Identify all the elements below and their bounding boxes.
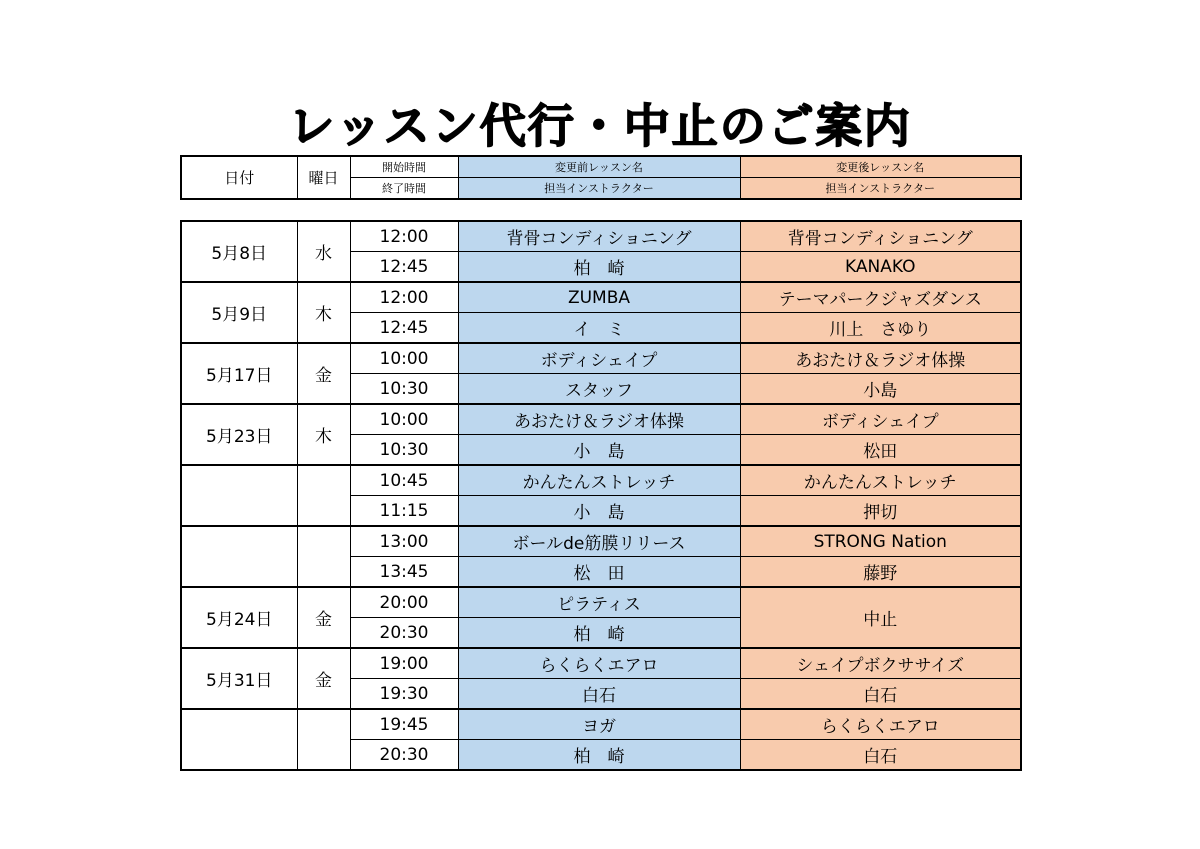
- weekday-cell: [297, 465, 350, 526]
- start-time-cell: 10:00: [350, 343, 458, 374]
- after-lesson-cell: 背骨コンディショニング: [740, 221, 1021, 252]
- date-cell: 5月8日: [181, 221, 297, 282]
- weekday-cell: 木: [297, 404, 350, 465]
- header-date: 日付: [181, 156, 297, 199]
- after-instructor-cell: KANAKO: [740, 252, 1021, 283]
- weekday-cell: 金: [297, 343, 350, 404]
- after-lesson-cell: 中止: [740, 587, 1021, 648]
- after-lesson-cell: あおたけ＆ラジオ体操: [740, 343, 1021, 374]
- start-time-cell: 20:00: [350, 587, 458, 618]
- start-time-cell: 10:00: [350, 404, 458, 435]
- weekday-cell: 金: [297, 648, 350, 709]
- date-cell: 5月23日: [181, 404, 297, 465]
- end-time-cell: 20:30: [350, 618, 458, 649]
- header-after-instructor: 担当インストラクター: [740, 178, 1021, 200]
- schedule-table: [180, 220, 1022, 771]
- before-instructor-cell: 小 島: [458, 496, 740, 527]
- before-instructor-cell: 小 島: [458, 435, 740, 466]
- after-instructor-cell: 白石: [740, 740, 1021, 771]
- date-cell: [181, 465, 297, 526]
- end-time-cell: 13:45: [350, 557, 458, 588]
- start-time-cell: 12:00: [350, 221, 458, 252]
- after-instructor-cell: 白石: [740, 679, 1021, 710]
- before-instructor-cell: 柏 崎: [458, 618, 740, 649]
- header-table: [180, 155, 1022, 200]
- table-row: [181, 221, 1021, 252]
- start-time-cell: 19:45: [350, 709, 458, 740]
- before-instructor-cell: スタッフ: [458, 374, 740, 405]
- before-lesson-cell: ボールde筋膜リリース: [458, 526, 740, 557]
- table-row: [181, 648, 1021, 679]
- start-time-cell: 12:00: [350, 282, 458, 313]
- table-row: [181, 404, 1021, 435]
- header-weekday: 曜日: [297, 156, 350, 199]
- date-cell: 5月17日: [181, 343, 297, 404]
- before-instructor-cell: 柏 崎: [458, 252, 740, 283]
- before-lesson-cell: 背骨コンディショニング: [458, 221, 740, 252]
- before-instructor-cell: 柏 崎: [458, 740, 740, 771]
- date-cell: [181, 709, 297, 770]
- before-instructor-cell: イ ミ: [458, 313, 740, 344]
- table-row: [181, 343, 1021, 374]
- weekday-cell: 木: [297, 282, 350, 343]
- table-row: [181, 282, 1021, 313]
- after-instructor-cell: 押切: [740, 496, 1021, 527]
- end-time-cell: 20:30: [350, 740, 458, 771]
- before-lesson-cell: らくらくエアロ: [458, 648, 740, 679]
- weekday-cell: 水: [297, 221, 350, 282]
- table-row: [181, 526, 1021, 557]
- after-instructor-cell: 松田: [740, 435, 1021, 466]
- after-lesson-cell: ボディシェイプ: [740, 404, 1021, 435]
- end-time-cell: 11:15: [350, 496, 458, 527]
- end-time-cell: 19:30: [350, 679, 458, 710]
- end-time-cell: 12:45: [350, 313, 458, 344]
- date-cell: 5月31日: [181, 648, 297, 709]
- before-lesson-cell: ヨガ: [458, 709, 740, 740]
- date-cell: 5月9日: [181, 282, 297, 343]
- after-lesson-cell: STRONG Nation: [740, 526, 1021, 557]
- header-before-lesson: 変更前レッスン名: [458, 156, 740, 178]
- start-time-cell: 13:00: [350, 526, 458, 557]
- after-instructor-cell: 小島: [740, 374, 1021, 405]
- after-lesson-cell: かんたんストレッチ: [740, 465, 1021, 496]
- weekday-cell: [297, 709, 350, 770]
- weekday-cell: [297, 526, 350, 587]
- before-instructor-cell: 松 田: [458, 557, 740, 588]
- table-row: [181, 465, 1021, 496]
- end-time-cell: 12:45: [350, 252, 458, 283]
- before-lesson-cell: かんたんストレッチ: [458, 465, 740, 496]
- header-before-instructor: 担当インストラクター: [458, 178, 740, 200]
- after-instructor-cell: 藤野: [740, 557, 1021, 588]
- header-after-lesson: 変更後レッスン名: [740, 156, 1021, 178]
- after-lesson-cell: シェイプボクササイズ: [740, 648, 1021, 679]
- end-time-cell: 10:30: [350, 435, 458, 466]
- before-lesson-cell: あおたけ＆ラジオ体操: [458, 404, 740, 435]
- date-cell: [181, 526, 297, 587]
- before-lesson-cell: ZUMBA: [458, 282, 740, 313]
- after-lesson-cell: らくらくエアロ: [740, 709, 1021, 740]
- date-cell: 5月24日: [181, 587, 297, 648]
- table-row: [181, 709, 1021, 740]
- weekday-cell: 金: [297, 587, 350, 648]
- end-time-cell: 10:30: [350, 374, 458, 405]
- before-lesson-cell: ボディシェイプ: [458, 343, 740, 374]
- start-time-cell: 19:00: [350, 648, 458, 679]
- after-lesson-cell: テーマパークジャズダンス: [740, 282, 1021, 313]
- start-time-cell: 10:45: [350, 465, 458, 496]
- before-lesson-cell: ピラティス: [458, 587, 740, 618]
- table-row: [181, 587, 1021, 618]
- page-title: レッスン代行・中止のご案内: [288, 99, 912, 153]
- header-start-time: 開始時間: [350, 156, 458, 178]
- header-end-time: 終了時間: [350, 178, 458, 200]
- before-instructor-cell: 白石: [458, 679, 740, 710]
- after-instructor-cell: 川上 さゆり: [740, 313, 1021, 344]
